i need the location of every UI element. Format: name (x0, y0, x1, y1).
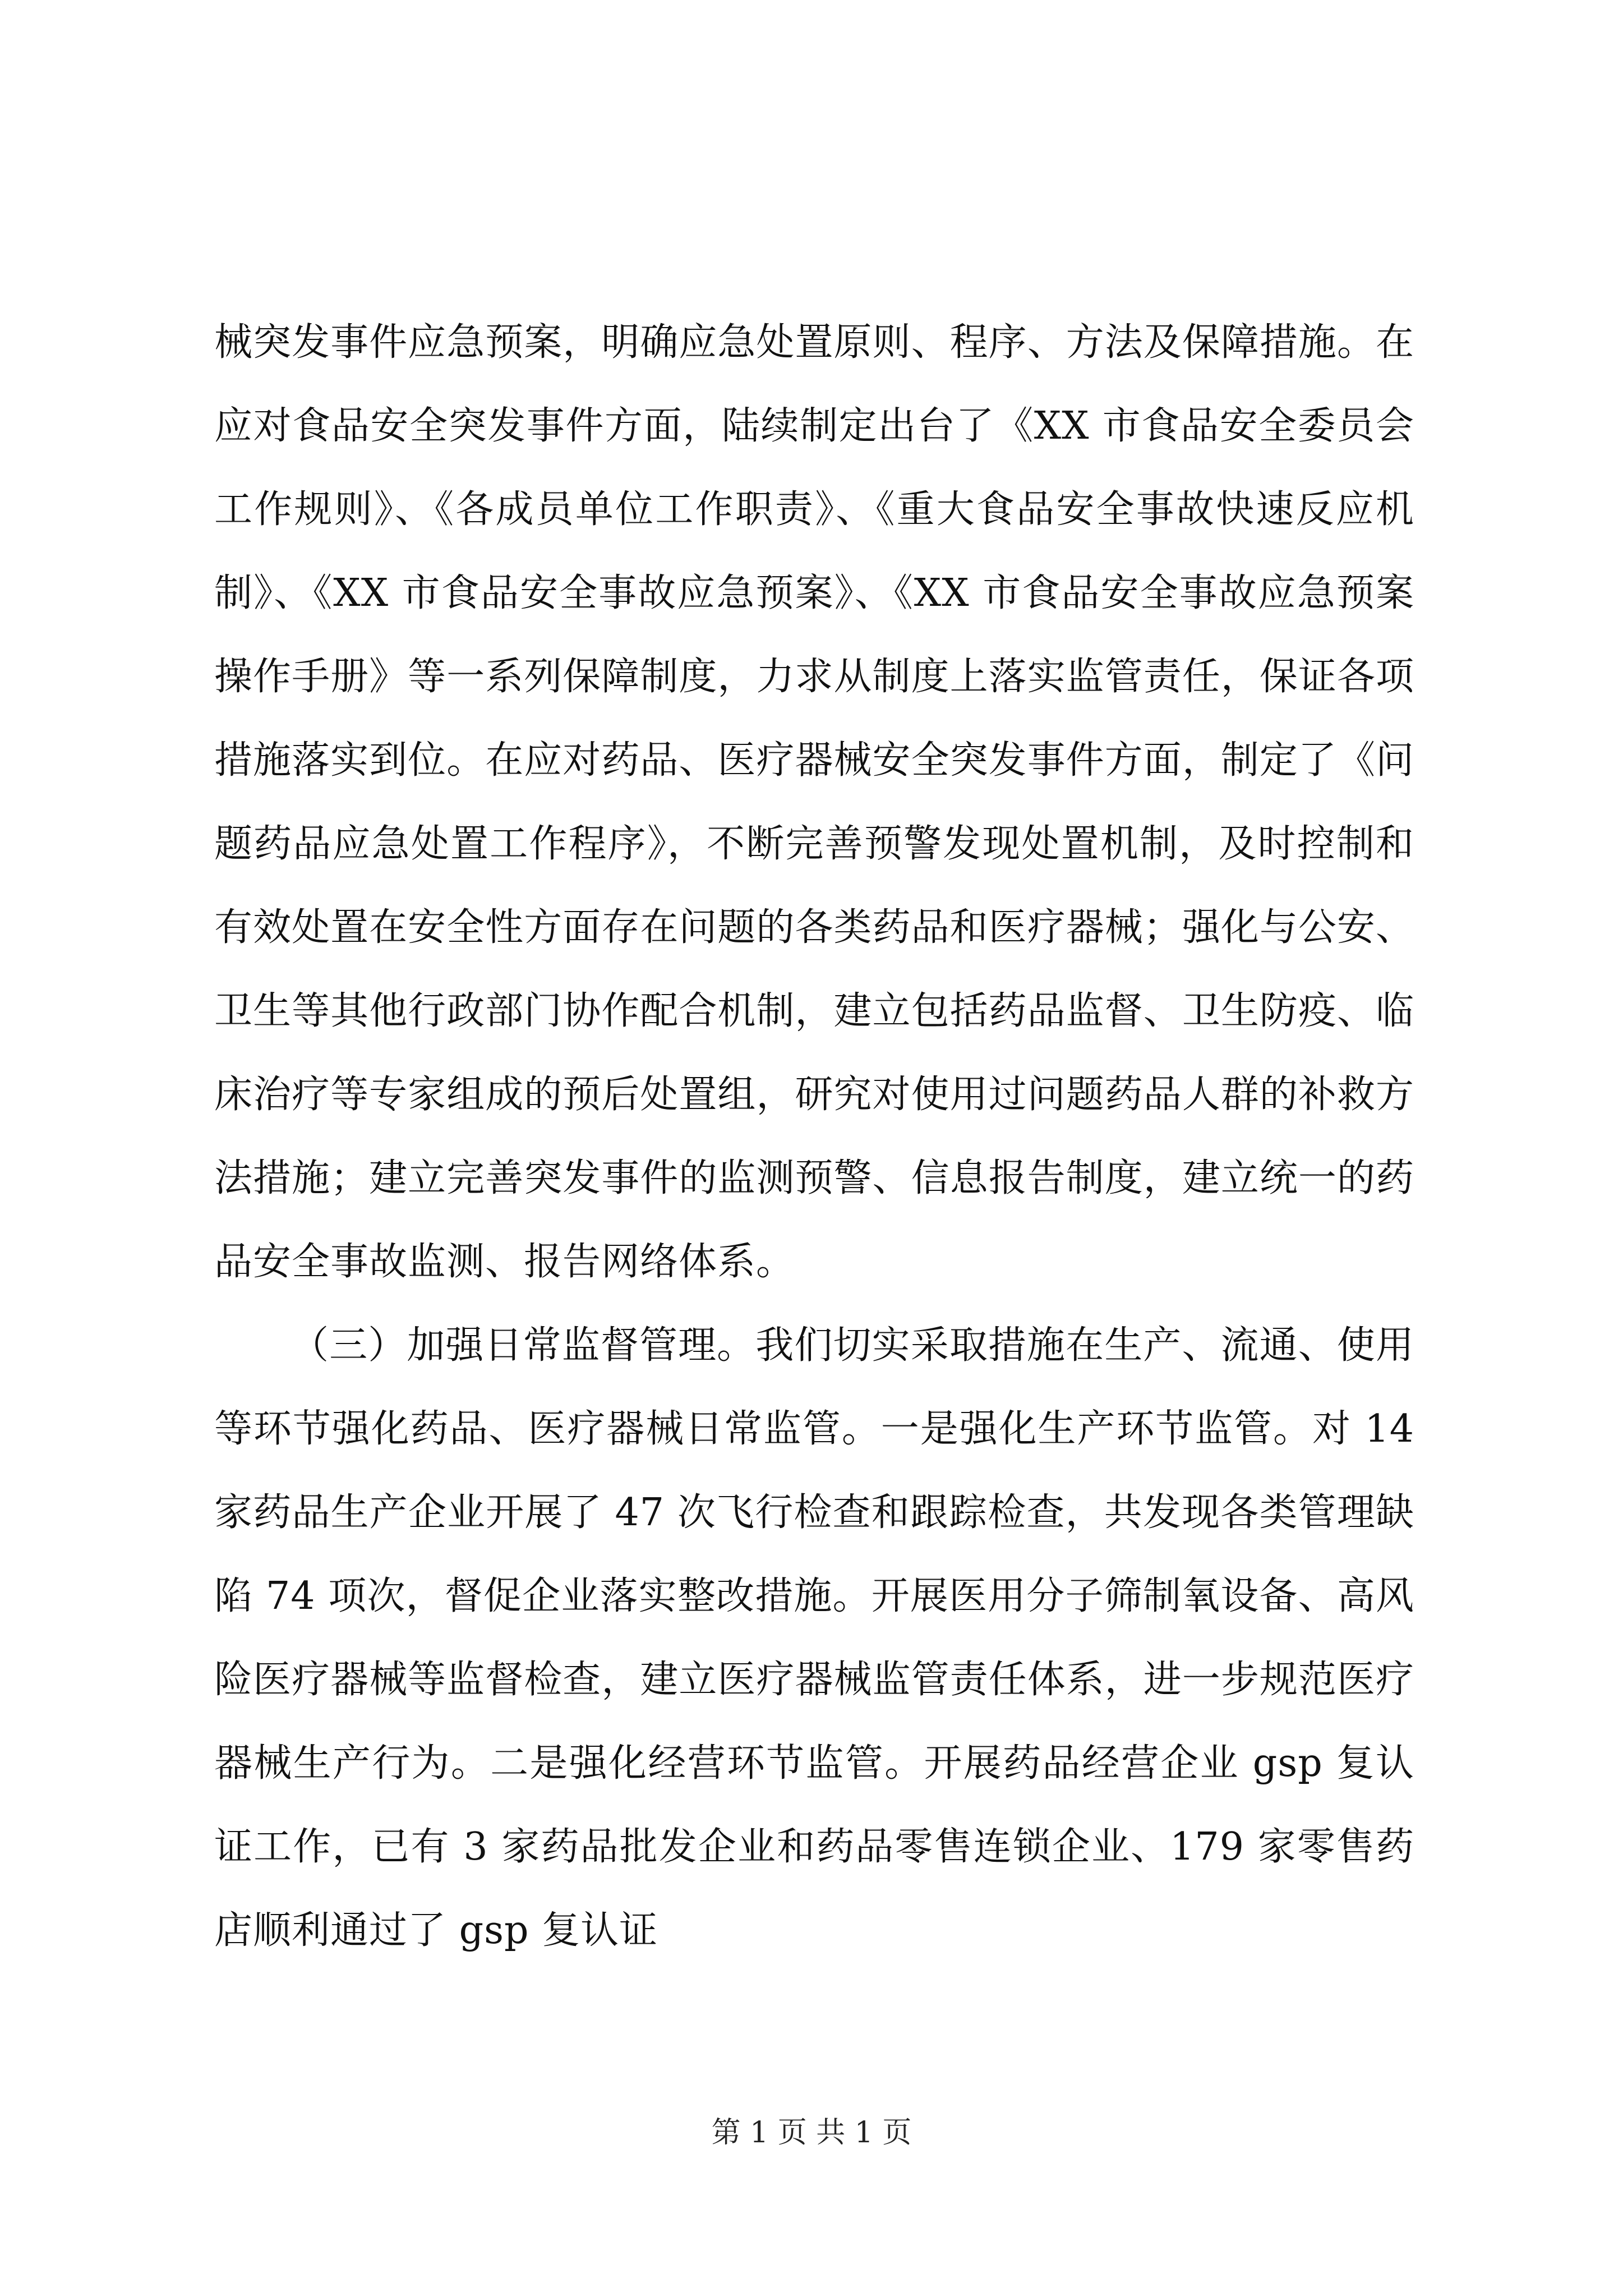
page-footer: 第 1 页 共 1 页 (711, 2116, 912, 2150)
paragraph-daily-supervision: （三）加强日常监督管理。我们切实采取措施在生产、流通、使用等环节强化药品、医疗器械日常监管。一是强化生产环节监管。对 14 家药品生产企业开展了 47 次飞行检查和跟踪检查，共发现各类管理缺陷 74 项次，督促企业落实整改措施。开展医用分子筛制氧设备、高风险医疗器械等监督检查，建立医疗器械监管责任体系，进一步规范医疗器械生产行为。二是强化经营环节监管。开展药品经营企业 gsp 复认证工作，已有 3 家药品批发企业和药品零售连锁企业、179 家零售药店顺利通过了 gsp 复认证 (214, 1323, 1414, 1953)
document-body (214, 301, 1414, 1972)
paragraph-emergency-plans: 械突发事件应急预案，明确应急处置原则、程序、方法及保障措施。在应对食品安全突发事件方面，陆续制定出台了《XX 市食品安全委员会工作规则》、《各成员单位工作职责》、《重大食品安全事故快速反应机制》、《XX 市食品安全事故应急预案》、《XX 市食品安全事故应急预案操作手册》等一系列保障制度，力求从制度上落实监管责任，保证各项措施落实到位。在应对药品、医疗器械安全突发事件方面，制定了《问题药品应急处置工作程序》，不断完善预警发现处置机制，及时控制和有效处置在安全性方面存在问题的各类药品和医疗器械；强化与公安、卫生等其他行政部门协作配合机制，建立包括药品监督、卫生防疫、临床治疗等专家组成的预后处置组，研究对使用过问题药品人群的补救方法措施；建立完善突发事件的监测预警、信息报告制度，建立统一的药品安全事故监测、报告网络体系。 (214, 320, 1414, 1284)
